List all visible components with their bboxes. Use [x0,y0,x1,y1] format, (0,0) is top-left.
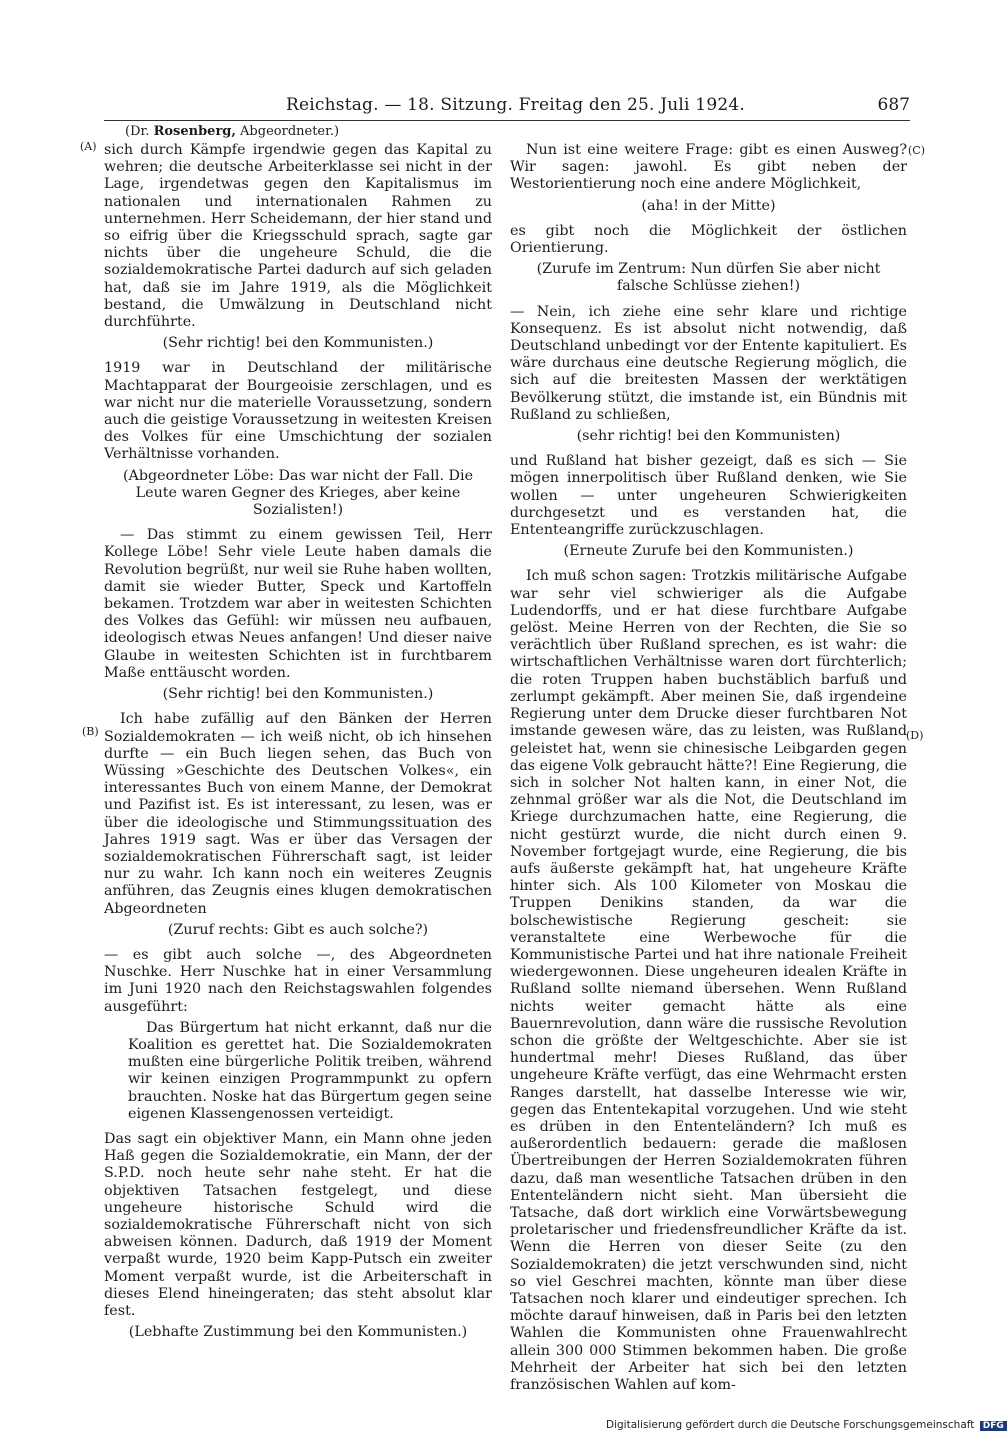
margin-mark-a: (A) [80,140,97,153]
paragraph: 1919 war in Deutschland der militärische Machtapparat der Bourgeoisie zerschlagen, und es war nicht nur die materielle Voraussetzung, sondern auch die geistige Voraussetzung in weitesten Kreisen des Volkes für eine Umschichtung der sozialen Verhältnisse vorhanden. [104,360,492,463]
margin-mark-b: (B) [82,725,99,738]
dfg-logo: DFG [980,1421,1007,1431]
interjection: (sehr richtig! bei den Kommunisten) [576,428,841,445]
interjection: (Abgeordneter Löbe: Das war nicht der Fall. Die Leute waren Gegner des Krieges, aber keine Sozialisten!) [122,467,474,519]
interjection: (Sehr richtig! bei den Kommunisten.) [162,686,434,703]
paragraph: — es gibt auch solche —, des Abgeordneten Nuschke. Herr Nuschke hat in einer Versammlung im Juni 1920 nach den Reichstagswahlen folgendes ausgeführt: [104,946,492,1015]
speaker-role: Abgeordneter.) [240,124,340,139]
interjection: (Erneute Zurufe bei den Kommunisten.) [563,543,854,560]
right-column [510,142,907,1398]
paragraph: Ich muß schon sagen: Trotzkis militärische Aufgabe war sehr viel schwieriger als die Aufgabe Ludendorffs, und er hat diese furchtbare Aufgabe gelöst. Meine Herren von der Rechten, die Sie so verächtlich über Rußland sprechen, es ist wahr: die wirtschaftlichen Verhältnisse waren dort fürchterlich; die roten Truppen haben buchstäblich barfuß und zerlumpt gekämpft. Aber meinen Sie, daß irgendeine Regierung unter dem Drucke dieser furchtbaren Not imstande gewesen wäre, das zu leisten, was Rußland geleistet hat, wenn sie chinesische Leibgarden gegen das eigene Volk gebraucht hätte?! Eine Regierung, die sich in solcher Not halten kann, in einer Not, die zehnmal größer war als die Not, die Deutschland im Kriege durchzumachen hatte, eine Regierung, die nicht gestürzt wurde, die nicht durch einen 9. November fortgejagt wurde, eine Regierung, die bis aufs äußerste gekämpft hat, hat ungeheure Kräfte hinter sich. Als 100 Kilometer von Moskau die Truppen Denikins standen, da war die bolschewistische Regierung gescheit: sie veranstaltete eine Werbewoche für die Kommunistische Partei und hat ihre nationale Freiheit wiedergewonnen. Diese ungeheuren idealen Kräfte in Rußland sollte niemand übersehen. Wenn Rußland nichts weiter gemacht hätte als eine Bauernrevolution, dann wäre die russische Revolution schon die größte der Weltgeschichte. Aber sie ist hundertmal mehr! Dieses Rußland, das über ungeheure Kräfte verfügt, das eine Wehrmacht ersten Ranges darstellt, hat dasselbe Interesse wie wir, gegen das Ententekapital vorzugehen. Und wie steht es drüben in den Ententeländern? Ich muß es außerordentlich bedauern: gerade die maßlosen Übertreibungen der Herren Sozialdemokraten führen dazu, daß man wesentliche Tatsachen drüben in den Ententeländern nicht sieht. Man übersieht die Tatsache, daß dort wirklich eine Vorwärtsbewegung proletarischer und friedensfreundlicher Kräfte da ist. Wenn die Herren von dieser Seite (zu den Sozialdemokraten) die jetzt verschwunden sind, nicht so viel Geschrei machten, könnte man über diese Tatsachen noch klarer und eindeutiger sprechen. Ich möchte darauf hinweisen, daß in Paris bei den letzten Wahlen die Kommunisten ohne Frauenwahlrecht allein 300 000 Stimmen bekommen haben. Die große Mehrheit der Arbeiter hat sich bei den letzten französischen Wahlen auf kom- [510,568,907,1394]
paragraph: Das sagt ein objektiver Mann, ein Mann ohne jeden Haß gegen die Sozialdemokratie, ein Mann, der der S.P.D. noch heute sehr nahe steht. Er hat die objektiven Tatsachen festgelegt, und diese ungeheure historische Schuld wird die sozialdemokratische Führerschaft nicht von sich abweisen können. Dadurch, daß 1919 der Moment verpaßt wurde, 1920 beim Kapp-Putsch ein zweiter Moment verpaßt wurde, ist die Arbeiterschaft in dieses Elend hineingeraten; das steht absolut klar fest. [104,1130,492,1319]
footer-credit [606,1419,1007,1431]
left-column [104,142,492,1349]
margin-mark-c: (C) [908,144,925,157]
footer-text: Digitalisierung gefördert durch die Deutsche Forschungsgemeinschaft [606,1419,975,1431]
interjection: (Lebhafte Zustimmung bei den Kommunisten.) [128,1324,468,1341]
interjection: (Sehr richtig! bei den Kommunisten.) [162,335,434,352]
paragraph: und Rußland hat bisher gezeigt, daß es sich — Sie mögen innerpolitisch über Rußland denken, wie Sie wollen — unter ungeheuren Schwierigkeiten durchgesetzt und es verstanden hat, die Ententeangriffe zurückzuschlagen. [510,453,907,539]
interjection: (aha! in der Mitte) [641,197,776,214]
speaker-name: Rosenberg, [153,124,236,139]
page-header [104,95,910,119]
paragraph: Nun ist eine weitere Frage: gibt es einen Ausweg? Wir sagen: jawohl. Es gibt neben der Westorientierung noch eine andere Möglichkeit, [510,142,907,193]
interjection: (Zuruf rechts: Gibt es auch solche?) [167,921,429,938]
paragraph: sich durch Kämpfe irgendwie gegen das Kapital zu wehren; die deutsche Arbeiterklasse sei nicht in der Lage, irgendetwas gegen den Kapitalismus im nationalen und internationalen Rahmen zu unternehmen. Herr Scheidemann, der hier stand und so eifrig über die Kriegsschuld sprach, sagte gar nichts über die ungeheure Schuld, die die sozialdemokratische Partei dadurch auf sich geladen hat, daß sie im Jahre 1919, als die Möglichkeit bestand, die Umwälzung in Deutschland nicht durchführte. [104,142,492,331]
header-rule [104,120,910,121]
header-title: Reichstag. — 18. Sitzung. Freitag den 25. Juli 1924. [286,95,745,115]
paragraph: — Das stimmt zu einem gewissen Teil, Herr Kollege Löbe! Sehr viele Leute haben damals die Revolution begrüßt, nur weil sie Ruhe haben wollten, damit sie wieder Butter, Speck und Kartoffeln bekamen. Trotzdem war aber in weitesten Schichten des Volkes das Gefühl: wir müssen neu aufbauen, ideologisch etwas Neues anfangen! Und dieser naive Glaube in weitesten Schichten ist in furchtbarem Maße enttäuscht worden. [104,527,492,681]
speaker-prefix: (Dr. [125,124,150,139]
block-quote: Das Bürgertum hat nicht erkannt, daß nur die Koalition es gerettet hat. Die Sozialdemokraten mußten eine bürgerliche Politik treiben, während wir keinen einzigen Programmpunkt zu opfern brauchten. Noske hat das Bürgertum gegen seine eigenen Klassengenossen verteidigt. [128,1019,492,1122]
paragraph: — Nein, ich ziehe eine sehr klare und richtige Konsequenz. Es ist absolut nicht notwendig, daß Deutschland unbedingt vor der Entente kapituliert. Es wäre durchaus eine deutsche Regierung möglich, die sich auf die breitesten Massen der werktätigen Bevölkerung stützt, die imstande ist, ein Bündnis mit Rußland zu schließen, [510,303,907,423]
margin-mark-d: (D) [906,729,924,742]
paragraph: Ich habe zufällig auf den Bänken der Herren Sozialdemokraten — ich weiß nicht, ob ich hinsehen durfte — ein Buch liegen sehen, das Buch von Wüssing »Geschichte des Deutschen Volkes«, ein interessantes Buch von einem Manne, der Demokrat und Pazifist ist. Es ist interessant, zu lesen, was er über die ideologische und Stimmungssituation des Jahres 1919 sagt. Was er über das Versagen der sozialdemokratischen Führerschaft sagt, ist leider nur zu wahr. Ich kann noch ein weiteres Zeugnis anführen, das Zeugnis eines klugen demokratischen Abgeordneten [104,711,492,917]
speaker-line [125,124,339,139]
page-number: 687 [877,95,910,115]
interjection: (Zurufe im Zentrum: Nun dürfen Sie aber nicht falsche Schlüsse ziehen!) [536,261,881,295]
paragraph: es gibt noch die Möglichkeit der östlichen Orientierung. [510,222,907,257]
